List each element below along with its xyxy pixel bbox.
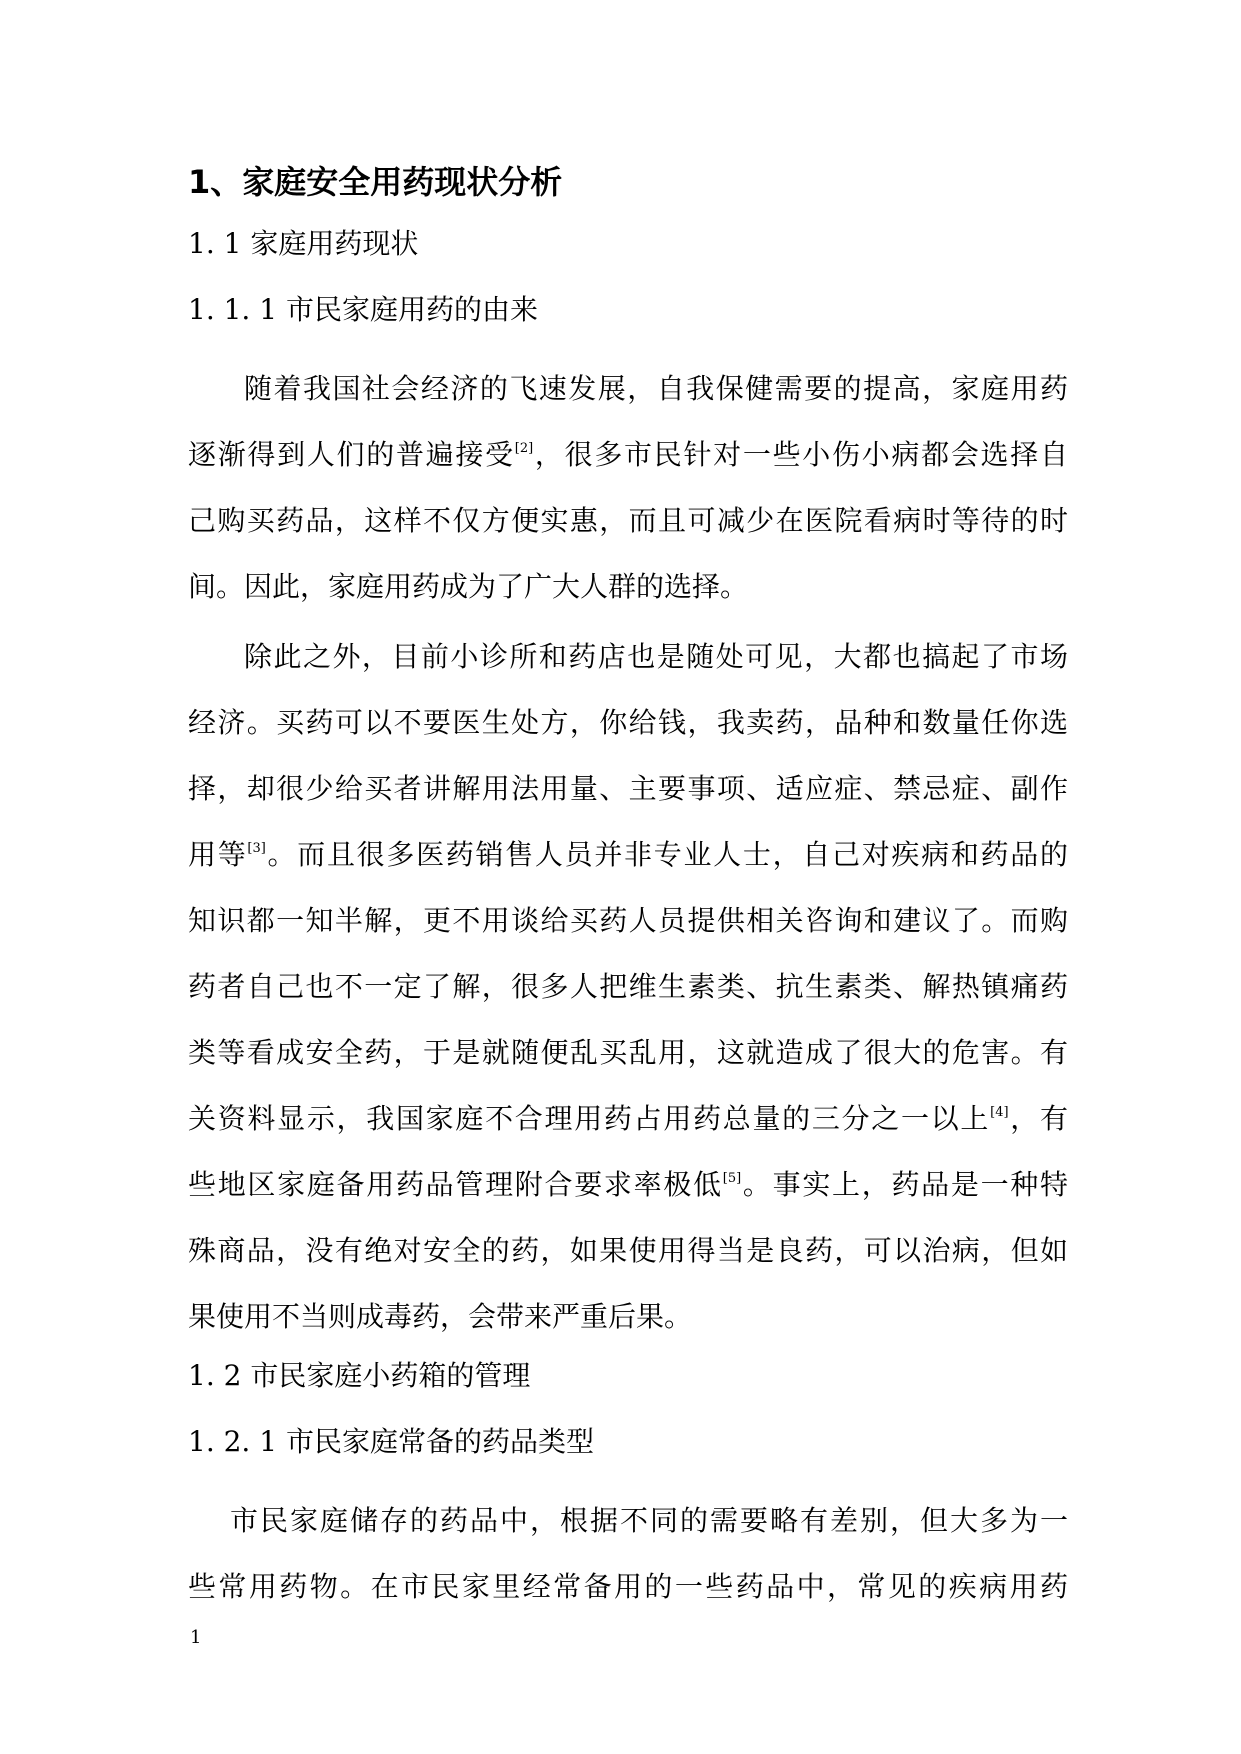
paragraph-2-line-4	[188, 822, 1068, 888]
paragraph-1-line-2	[188, 422, 1068, 488]
citation-ref-2: [2]	[514, 441, 534, 456]
citation-ref-5: [5]	[722, 1171, 742, 1186]
paragraph-1-line-1: 随着我国社会经济的飞速发展，自我保健需要的提高，家庭用药	[244, 372, 1068, 405]
paragraph-2-line-9-text: 些地区家庭备用药品管理附合要求率极低	[188, 1168, 723, 1201]
paragraph-1-line-3: 己购买药品，这样不仅方便实惠，而且可减少在医院看病时等待的时	[188, 504, 1068, 537]
paragraph-2-line-4-text: 用等	[188, 838, 248, 871]
paragraph-3-line-2: 些常用药物。在市民家里经常备用的一些药品中，常见的疾病用药	[188, 1570, 1068, 1603]
paragraph-2-line-8-text: 关资料显示，我国家庭不合理用药占用药总量的三分之一以上	[188, 1102, 991, 1135]
paragraph-2-line-5: 知识都一知半解，更不用谈给买药人员提供相关咨询和建议了。而购	[188, 904, 1068, 937]
paragraph-2-line-9	[188, 1152, 1068, 1218]
paragraph-2-line-1: 除此之外，目前小诊所和药店也是随处可见，大都也搞起了市场	[244, 640, 1068, 673]
paragraph-1-line-2-rest: ，很多市民针对一些小伤小病都会选择自	[533, 438, 1068, 471]
paragraph-1-line-2-text: 逐渐得到人们的普遍接受	[188, 438, 515, 471]
citation-ref-3: [3]	[247, 841, 266, 856]
page-number: 1	[190, 1627, 202, 1648]
paragraph-2-line-10: 殊商品，没有绝对安全的药，如果使用得当是良药，可以治病，但如	[188, 1234, 1068, 1267]
paragraph-3	[188, 1488, 1068, 1620]
paragraph-2-line-9-rest: 。事实上，药品是一种特	[741, 1168, 1068, 1201]
paragraph-1	[188, 356, 1068, 620]
paragraph-2-line-2: 经济。买药可以不要医生处方，你给钱，我卖药，品种和数量任你选	[188, 706, 1068, 739]
document-body	[188, 160, 1068, 1620]
paragraph-2-line-6: 药者自己也不一定了解，很多人把维生素类、抗生素类、解热镇痛药	[188, 970, 1068, 1003]
section-heading-1-2: 1. 2 市民家庭小药箱的管理	[188, 1359, 531, 1392]
paragraph-2-line-7: 类等看成安全药，于是就随便乱买乱用，这就造成了很大的危害。有	[188, 1036, 1068, 1069]
paragraph-3-line-1: 市民家庭储存的药品中，根据不同的需要略有差别，但大多为一	[230, 1504, 1068, 1537]
paragraph-2-line-8	[188, 1086, 1068, 1152]
paragraph-1-line-4: 间。因此，家庭用药成为了广大人群的选择。	[188, 570, 749, 603]
section-heading-1-1: 1. 1 家庭用药现状	[188, 227, 419, 260]
paragraph-2-line-8-rest: ，有	[1008, 1102, 1068, 1135]
chapter-heading: 1、家庭安全用药现状分析	[188, 163, 563, 201]
paragraph-2-line-4-rest: 。而且很多医药销售人员并非专业人士，自己对疾病和药品的	[265, 838, 1068, 871]
paragraph-2-line-11: 果使用不当则成毒药，会带来严重后果。	[188, 1300, 693, 1333]
subsection-heading-1-1-1: 1. 1. 1 市民家庭用药的由来	[188, 293, 538, 326]
subsection-heading-1-2-1: 1. 2. 1 市民家庭常备的药品类型	[188, 1425, 594, 1458]
paragraph-2	[188, 624, 1068, 1350]
citation-ref-4: [4]	[990, 1105, 1009, 1120]
paragraph-2-line-3: 择，却很少给买者讲解用法用量、主要事项、适应症、禁忌症、副作	[188, 772, 1068, 805]
